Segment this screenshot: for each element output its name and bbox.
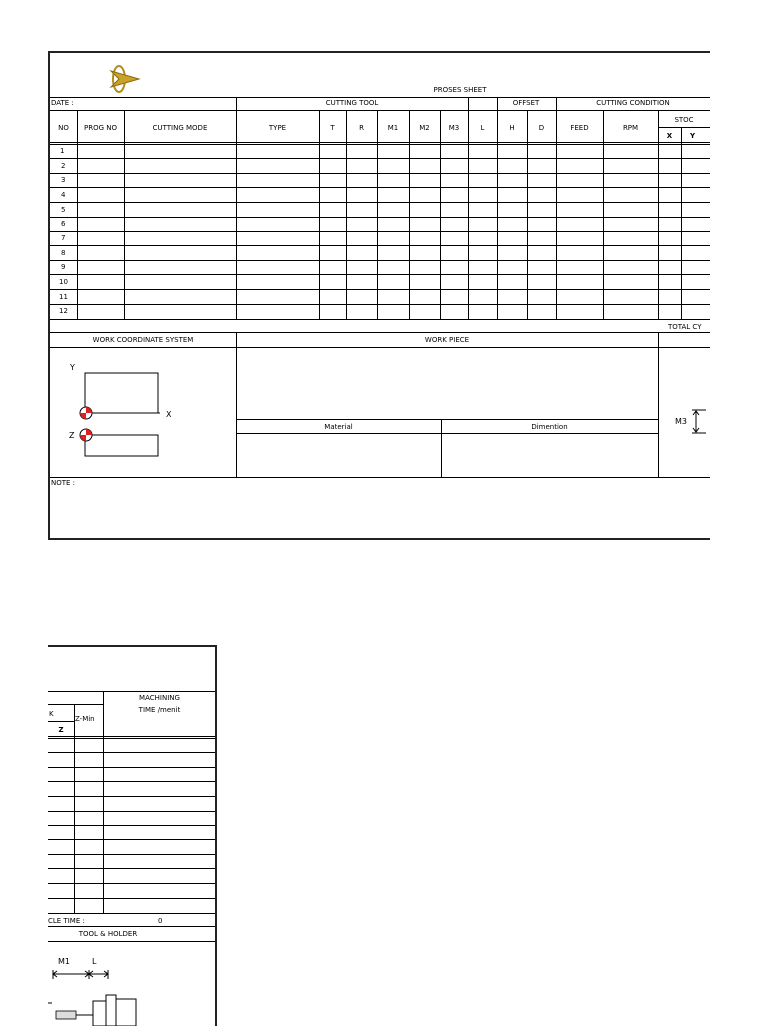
- machining-time-line-2: TIME /menit: [138, 706, 181, 714]
- stock-partial-label: K: [49, 710, 54, 718]
- row-number: 3: [61, 176, 66, 184]
- row-number: 8: [61, 249, 66, 257]
- work-coordinate-diagram: [60, 353, 230, 468]
- group-stock: STOC: [674, 116, 694, 124]
- row-number: 7: [61, 234, 66, 242]
- work-piece-title: WORK PIECE: [424, 336, 470, 344]
- row-number: 9: [61, 263, 66, 271]
- row-number: 6: [61, 220, 66, 228]
- col-r: R: [359, 124, 364, 132]
- col-m2: M2: [419, 124, 430, 132]
- z-min-header: Z-Min: [75, 715, 95, 723]
- col-type: TYPE: [268, 124, 287, 132]
- tool-m1-label: M1: [58, 957, 70, 966]
- sheet-title: PROSES SHEET: [433, 86, 487, 94]
- row-number: 12: [59, 307, 68, 315]
- col-t: T: [330, 124, 335, 132]
- group-cutting-condition: CUTTING CONDITION: [596, 99, 670, 107]
- group-cutting-tool: CUTTING TOOL: [325, 99, 379, 107]
- group-offset: OFFSET: [512, 99, 540, 107]
- dimention-label: Dimention: [531, 423, 568, 431]
- work-coordinate-system-title: WORK COORDINATE SYSTEM: [92, 336, 194, 344]
- col-cutting-mode: CUTTING MODE: [152, 124, 208, 132]
- row-number: 10: [59, 278, 68, 286]
- m3-dimension-label: M3: [675, 417, 687, 426]
- tool-l-label: L: [92, 957, 97, 966]
- tool-holder-title: TOOL & HOLDER: [78, 930, 138, 938]
- col-rpm: RPM: [622, 124, 639, 132]
- process-sheet-part-2: [48, 645, 217, 1026]
- process-sheet-part-1: [48, 51, 710, 540]
- col-no: NO: [58, 124, 69, 132]
- note-label: NOTE :: [51, 479, 76, 487]
- row-number: 4: [61, 191, 66, 199]
- material-label: Material: [324, 423, 353, 431]
- row-number: 5: [61, 206, 66, 214]
- machining-time-line-1: MACHINING: [139, 694, 180, 702]
- z-header: Z: [58, 726, 64, 734]
- col-h: H: [509, 124, 515, 132]
- col-prog-no: PROG NO: [84, 124, 117, 132]
- cycle-time-label: CLE TIME :: [48, 917, 85, 925]
- row-number: 2: [61, 162, 66, 170]
- cycle-time-value: 0: [158, 917, 163, 925]
- col-d: D: [538, 124, 545, 132]
- col-x: X: [666, 132, 673, 140]
- company-logo-icon: [105, 63, 147, 95]
- col-m3: M3: [448, 124, 460, 132]
- tool-holder-diagram: [48, 967, 215, 1026]
- col-l: L: [480, 124, 485, 132]
- axis-z-label: Z: [69, 431, 75, 440]
- axis-x-label: X: [166, 410, 172, 419]
- axis-y-label: Y: [70, 363, 75, 372]
- m3-dimension-arrow-icon: [688, 408, 710, 436]
- date-label: DATE :: [51, 99, 74, 107]
- row-number: 11: [59, 293, 68, 301]
- col-m1: M1: [387, 124, 399, 132]
- col-feed: FEED: [570, 124, 589, 132]
- row-number: 1: [60, 147, 65, 155]
- col-y: Y: [689, 132, 696, 140]
- total-cycle-label: TOTAL CY: [668, 323, 702, 331]
